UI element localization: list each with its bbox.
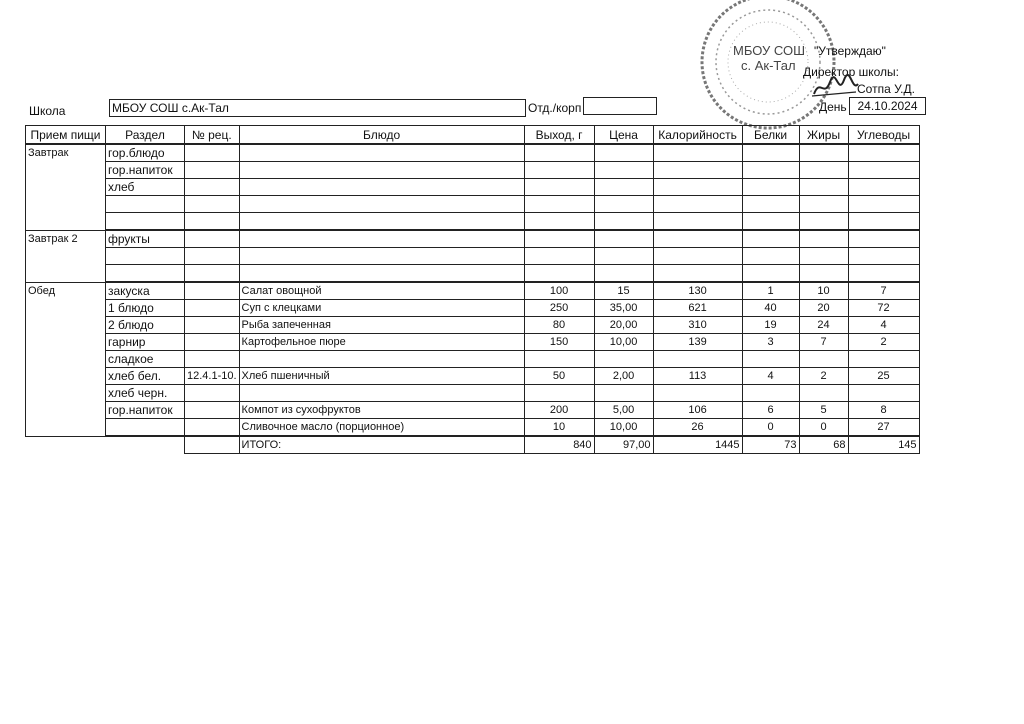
col-header: Раздел xyxy=(106,126,185,145)
dish-cell xyxy=(239,385,524,402)
yield-cell xyxy=(524,351,594,368)
section-cell: фрукты xyxy=(106,230,185,248)
fat-cell xyxy=(799,385,848,402)
day-label: День xyxy=(819,100,847,114)
recipe-cell xyxy=(185,334,240,351)
stamp-text-1: МБОУ СОШ xyxy=(733,43,806,58)
section-cell xyxy=(106,196,185,213)
director-label: Директор школы: xyxy=(803,65,899,79)
protein-cell: 3 xyxy=(742,334,799,351)
fat-cell: 24 xyxy=(799,317,848,334)
menu-table xyxy=(25,125,920,454)
section-cell xyxy=(106,213,185,231)
dish-cell: Картофельное пюре xyxy=(239,334,524,351)
section-cell: сладкое xyxy=(106,351,185,368)
total-fat: 68 xyxy=(799,436,848,454)
table-header-row xyxy=(26,126,920,145)
section-cell: хлеб xyxy=(106,179,185,196)
table-row xyxy=(26,317,920,334)
price-cell: 35,00 xyxy=(594,300,653,317)
date-box: 24.10.2024 xyxy=(849,97,926,115)
section-cell: 2 блюдо xyxy=(106,317,185,334)
carbs-cell: 25 xyxy=(848,368,919,385)
carbs-cell: 7 xyxy=(848,282,919,300)
table-row xyxy=(26,213,920,231)
stamp-text-2: с. Ак-Тал xyxy=(741,58,796,73)
col-header: Белки xyxy=(742,126,799,145)
table-row xyxy=(26,196,920,213)
carbs-cell: 4 xyxy=(848,317,919,334)
section-cell xyxy=(106,419,185,437)
school-label: Школа xyxy=(29,104,66,118)
kcal-cell: 106 xyxy=(653,402,742,419)
col-header: Жиры xyxy=(799,126,848,145)
carbs-cell: 72 xyxy=(848,300,919,317)
carbs-cell xyxy=(848,351,919,368)
price-cell: 15 xyxy=(594,282,653,300)
kcal-cell: 310 xyxy=(653,317,742,334)
fat-cell: 7 xyxy=(799,334,848,351)
dish-cell: Сливочное масло (порционное) xyxy=(239,419,524,437)
section-cell: гор.напиток xyxy=(106,402,185,419)
carbs-cell: 2 xyxy=(848,334,919,351)
table-row xyxy=(26,248,920,265)
table-row xyxy=(26,334,920,351)
recipe-cell xyxy=(185,282,240,300)
carbs-cell xyxy=(848,385,919,402)
recipe-cell xyxy=(185,351,240,368)
kcal-cell xyxy=(653,351,742,368)
meal-breakfast: Завтрак xyxy=(26,144,106,230)
meal-lunch: Обед xyxy=(26,282,106,436)
total-row xyxy=(26,436,920,454)
table-row xyxy=(26,385,920,402)
price-cell xyxy=(594,385,653,402)
yield-cell: 10 xyxy=(524,419,594,437)
section-cell: закуска xyxy=(106,282,185,300)
col-header: Прием пищи xyxy=(26,126,106,145)
section-cell xyxy=(106,248,185,265)
price-cell xyxy=(594,351,653,368)
kcal-cell: 130 xyxy=(653,282,742,300)
price-cell: 10,00 xyxy=(594,334,653,351)
school-name-box: МБОУ СОШ с.Ак-Тал xyxy=(109,99,526,117)
table-row xyxy=(26,368,920,385)
dish-cell: Хлеб пшеничный xyxy=(239,368,524,385)
protein-cell: 40 xyxy=(742,300,799,317)
price-cell: 20,00 xyxy=(594,317,653,334)
total-carbs: 145 xyxy=(848,436,919,454)
approve-label: "Утверждаю" xyxy=(814,44,886,58)
table-row xyxy=(26,419,920,437)
section-cell: гарнир xyxy=(106,334,185,351)
kcal-cell: 621 xyxy=(653,300,742,317)
recipe-cell xyxy=(185,300,240,317)
col-header: Цена xyxy=(594,126,653,145)
kcal-cell: 139 xyxy=(653,334,742,351)
table-row xyxy=(26,300,920,317)
yield-cell: 50 xyxy=(524,368,594,385)
kcal-cell xyxy=(653,385,742,402)
director-name: Сотпа У.Д. xyxy=(857,82,915,96)
dish-cell: Компот из сухофруктов xyxy=(239,402,524,419)
table-row xyxy=(26,179,920,196)
protein-cell: 1 xyxy=(742,282,799,300)
table-row xyxy=(26,351,920,368)
total-price: 97,00 xyxy=(594,436,653,454)
table-row xyxy=(26,265,920,283)
total-label: ИТОГО: xyxy=(239,436,524,454)
yield-cell xyxy=(524,385,594,402)
price-cell: 2,00 xyxy=(594,368,653,385)
dish-cell: Рыба запеченная xyxy=(239,317,524,334)
fat-cell: 20 xyxy=(799,300,848,317)
col-header: № рец. xyxy=(185,126,240,145)
protein-cell xyxy=(742,351,799,368)
table-row xyxy=(26,402,920,419)
fat-cell: 5 xyxy=(799,402,848,419)
fat-cell xyxy=(799,351,848,368)
recipe-cell xyxy=(185,385,240,402)
recipe-cell xyxy=(185,419,240,437)
col-header: Калорийность xyxy=(653,126,742,145)
section-cell: 1 блюдо xyxy=(106,300,185,317)
col-header: Углеводы xyxy=(848,126,919,145)
protein-cell: 19 xyxy=(742,317,799,334)
dish-cell xyxy=(239,351,524,368)
dish-cell: Суп с клецками xyxy=(239,300,524,317)
yield-cell: 250 xyxy=(524,300,594,317)
table-row xyxy=(26,282,920,300)
total-yield: 840 xyxy=(524,436,594,454)
recipe-cell: 12.4.1-10. xyxy=(185,368,240,385)
col-header: Выход, г xyxy=(524,126,594,145)
kcal-cell: 113 xyxy=(653,368,742,385)
recipe-cell xyxy=(185,402,240,419)
recipe-cell xyxy=(185,317,240,334)
carbs-cell: 8 xyxy=(848,402,919,419)
kcal-cell: 26 xyxy=(653,419,742,437)
yield-cell: 150 xyxy=(524,334,594,351)
section-cell: гор.напиток xyxy=(106,162,185,179)
col-header: Блюдо xyxy=(239,126,524,145)
dish-cell: Салат овощной xyxy=(239,282,524,300)
fat-cell: 2 xyxy=(799,368,848,385)
protein-cell: 0 xyxy=(742,419,799,437)
table-row xyxy=(26,144,920,162)
total-kcal: 1445 xyxy=(653,436,742,454)
table-row xyxy=(26,230,920,248)
total-protein: 73 xyxy=(742,436,799,454)
protein-cell xyxy=(742,385,799,402)
table-row xyxy=(26,162,920,179)
section-cell xyxy=(106,265,185,283)
meal-breakfast-2: Завтрак 2 xyxy=(26,230,106,282)
section-cell: гор.блюдо xyxy=(106,144,185,162)
dept-box xyxy=(583,97,657,115)
yield-cell: 100 xyxy=(524,282,594,300)
section-cell: хлеб черн. xyxy=(106,385,185,402)
price-cell: 5,00 xyxy=(594,402,653,419)
dept-label: Отд./корп xyxy=(528,101,582,115)
section-cell: хлеб бел. xyxy=(106,368,185,385)
fat-cell: 0 xyxy=(799,419,848,437)
price-cell: 10,00 xyxy=(594,419,653,437)
carbs-cell: 27 xyxy=(848,419,919,437)
yield-cell: 200 xyxy=(524,402,594,419)
protein-cell: 6 xyxy=(742,402,799,419)
yield-cell: 80 xyxy=(524,317,594,334)
protein-cell: 4 xyxy=(742,368,799,385)
fat-cell: 10 xyxy=(799,282,848,300)
